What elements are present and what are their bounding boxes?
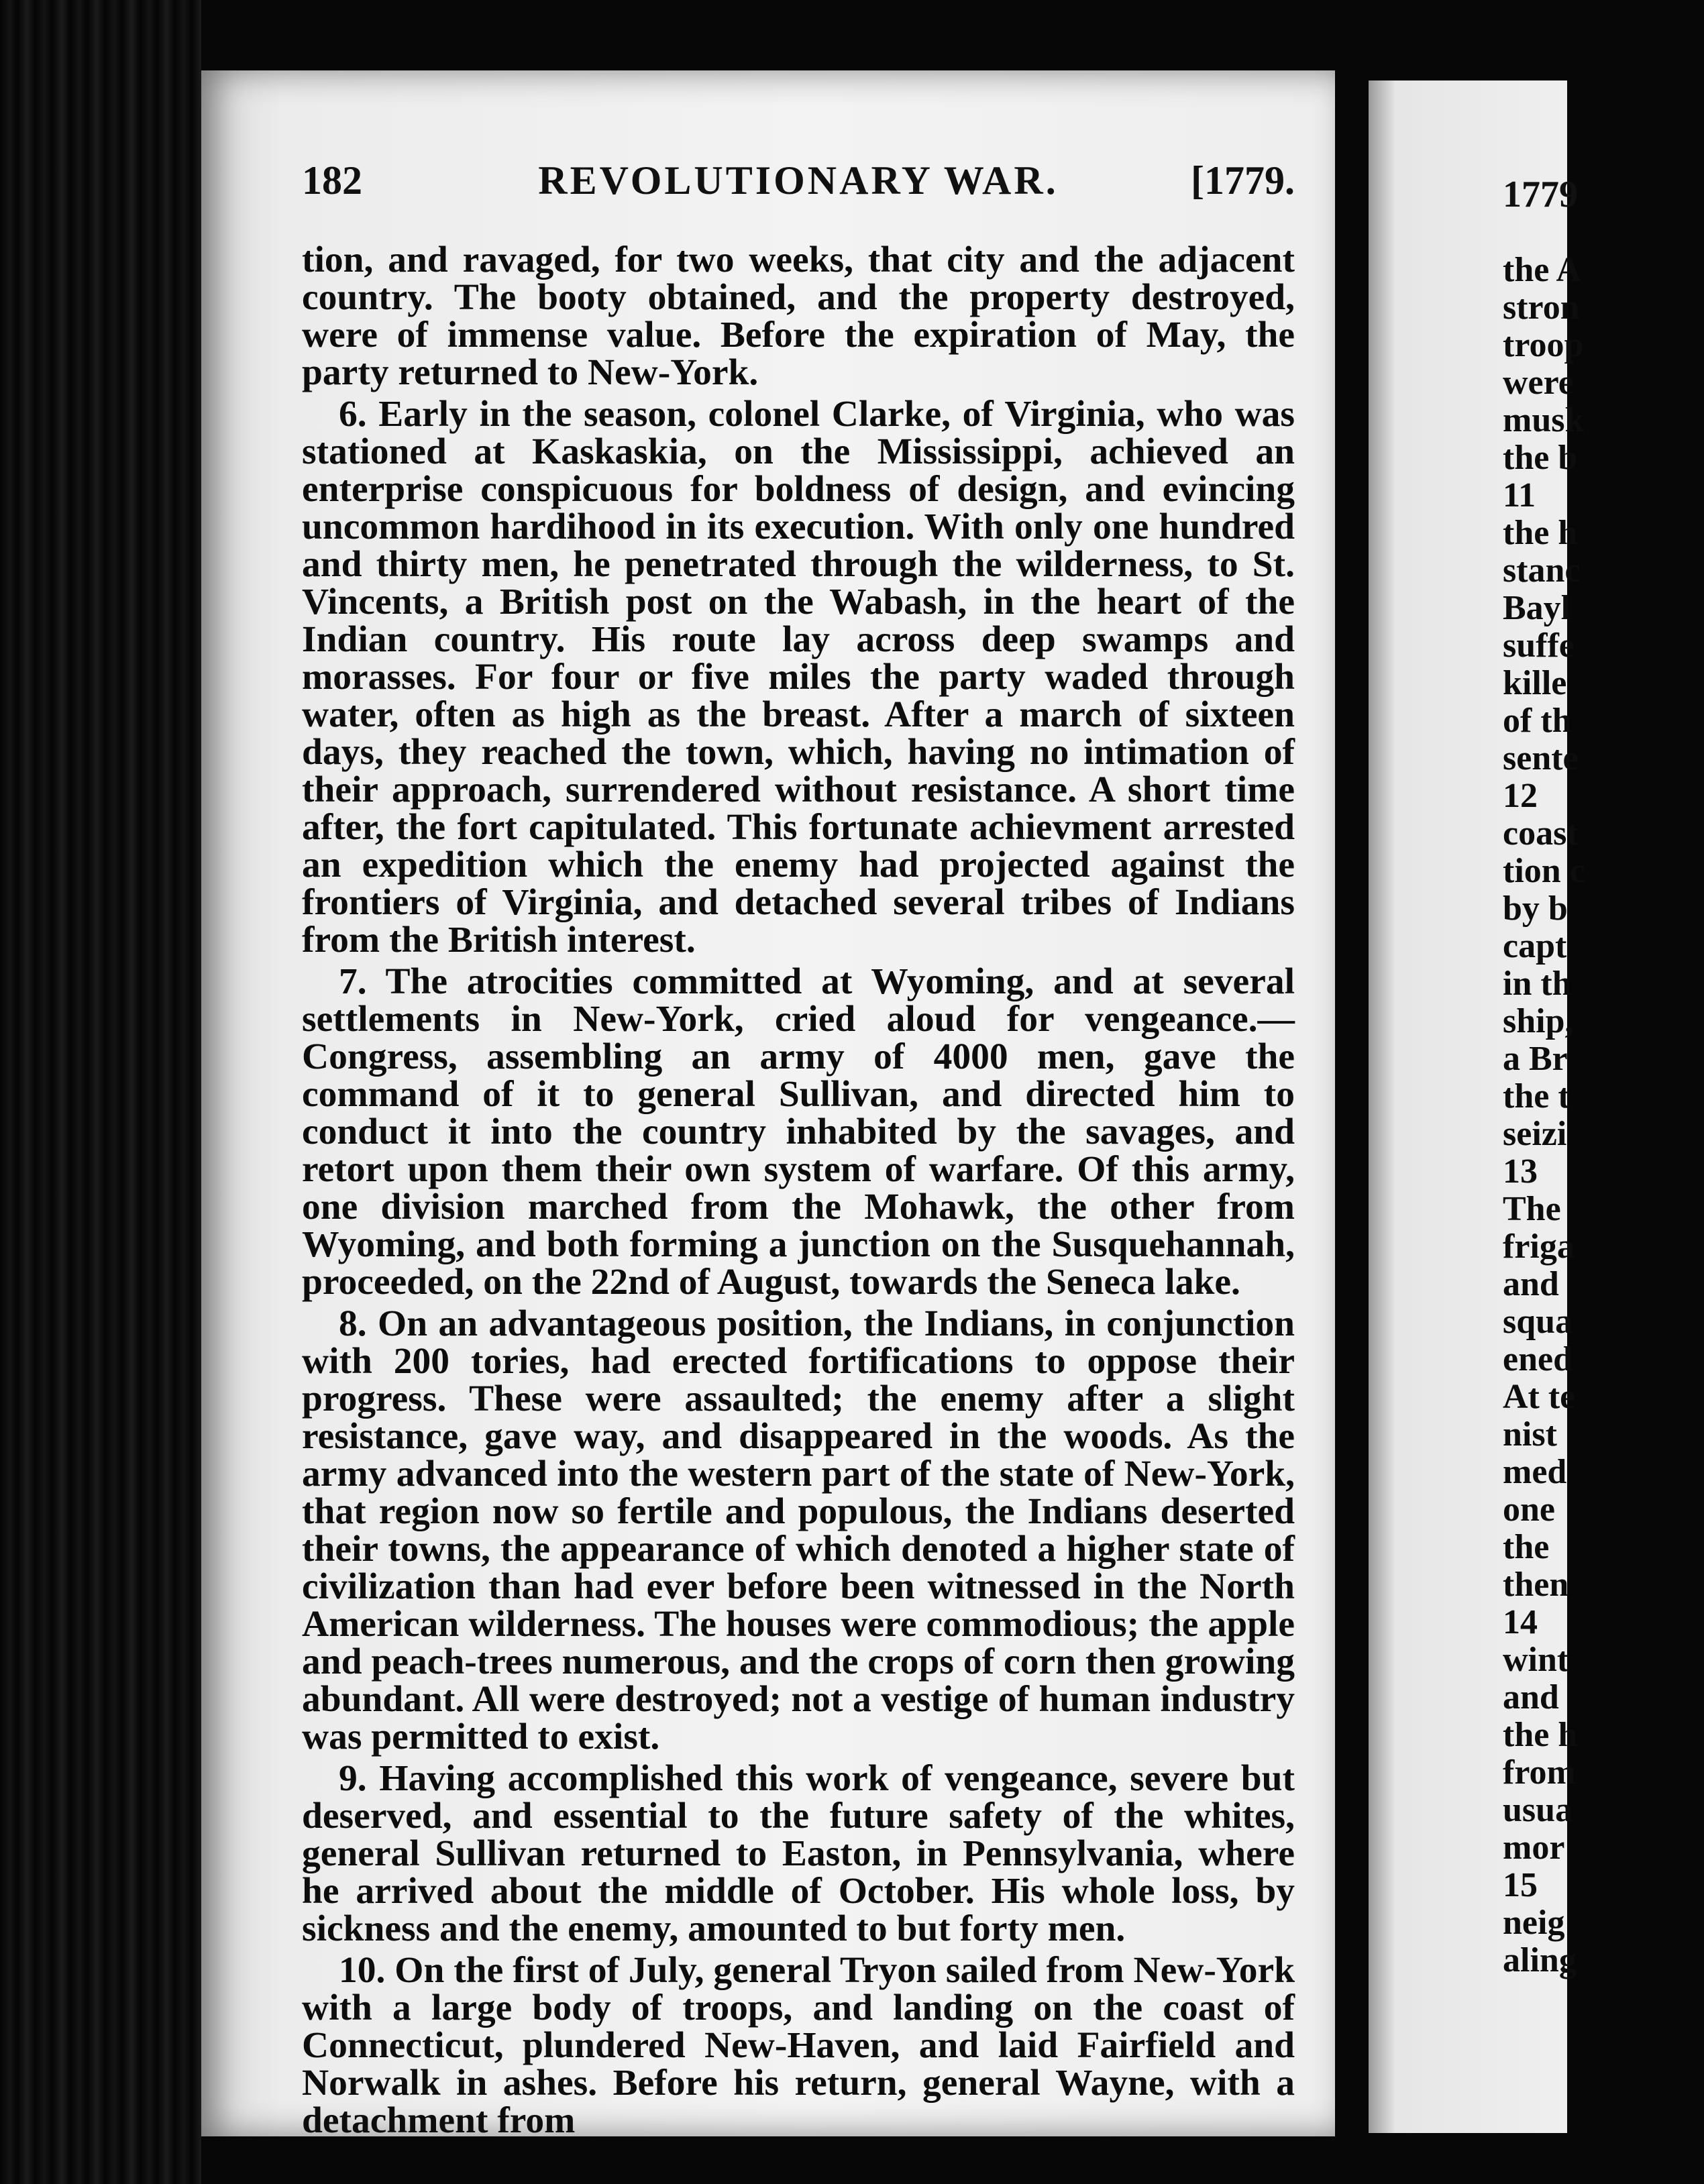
facing-page-line: sente: [1503, 739, 1579, 777]
facing-page-line: 15: [1503, 1866, 1538, 1904]
paragraph-9: 9. Having accomplished this work of vengeance, severe but deserved, and essential to the future safety of the whites, general Sullivan returned to Easton, in Pennsylvania, where he arrived about the middle of October. His whole loss, by sickness and the enemy, amounted to but forty men.: [302, 1758, 1295, 1949]
facing-page-line: were: [1503, 364, 1574, 402]
facing-page-line: suffe: [1503, 626, 1575, 665]
facing-page-line: usua: [1503, 1791, 1573, 1829]
header-year: [1779.: [1191, 158, 1295, 203]
facing-page-line: stanc: [1503, 551, 1581, 590]
facing-page-line: of th: [1503, 702, 1572, 740]
facing-page-line: 13: [1503, 1152, 1538, 1191]
page-body: [302, 241, 1295, 2140]
facing-page-line: stron: [1503, 288, 1580, 327]
paragraph-10: 10. On the first of July, general Tryon sailed from New-York with a large body of troops, and landing on the coast of Connecticut, plundered New-Haven, and laid Fairfield and Norwalk in ashes. Before his return, general Wayne, with a detachment from: [302, 1950, 1295, 2141]
facing-page-line: aling: [1503, 1941, 1577, 1979]
facing-page-line: Bayl: [1503, 589, 1571, 627]
facing-page-line: the b: [1503, 439, 1578, 477]
facing-page-line: wint: [1503, 1641, 1569, 1679]
facing-page-line: coast: [1503, 814, 1579, 853]
facing-page-line: ship,: [1503, 1002, 1574, 1040]
facing-page-line: from: [1503, 1753, 1576, 1792]
facing-page-line: friga: [1503, 1227, 1575, 1266]
facing-page-line: kille: [1503, 664, 1567, 702]
facing-page-line: a Br: [1503, 1040, 1568, 1078]
facing-page-line: musk: [1503, 401, 1585, 439]
facing-page-line: neig: [1503, 1904, 1565, 1942]
facing-page-line: nist: [1503, 1415, 1557, 1454]
facing-page-line: med: [1503, 1453, 1567, 1491]
paragraph-8: 8. On an advantageous position, the Indians, in conjunction with 200 tories, had erected fortifications to oppose their progress. These were assaulted; the enemy after a slight resistance, gave way, and disappeared in the woods. As the army advanced into the western part of the state of New-York, that region now so fertile and populous, the Indians deserted their towns, the appearance of which denoted a higher state of civilization than had ever before been witnessed in the North American wilderness. The houses were commodious; the apple and peach-trees numerous, and the crops of corn then growing abundant. All were destroyed; not a vestige of human industry was permitted to exist.: [302, 1303, 1295, 1757]
facing-page-line: 11: [1503, 476, 1536, 514]
facing-page-line: the h: [1503, 1716, 1578, 1754]
facing-page-line: the A: [1503, 251, 1581, 289]
facing-page-line: 12: [1503, 777, 1538, 815]
facing-page-lines: [1503, 252, 1704, 1979]
book-binding: [0, 0, 201, 2184]
facing-page-edge: [1369, 80, 1585, 2133]
facing-page-line: and: [1503, 1265, 1559, 1303]
facing-page-line: At te: [1503, 1378, 1576, 1416]
paragraph-7: 7. The atrocities committed at Wyoming, and at several settlements in New-York, cried aloud for vengeance.—Congress, assembling an army of 4000 men, gave the command of it to general Sullivan, and directed him to conduct it into the country inhabited by the savages, and retort upon them their own system of warfare. Of this army, one division marched from the Mohawk, the other from Wyoming, and both forming a junction on the Susquehannah, proceeded, on the 22nd of August, towards the Seneca lake.: [302, 961, 1295, 1303]
facing-page-line: The: [1503, 1190, 1561, 1228]
facing-page-line: capt: [1503, 927, 1567, 965]
facing-page-line: tion c: [1503, 852, 1585, 890]
page-number: 182: [302, 158, 362, 203]
facing-page-line: the: [1503, 1528, 1550, 1566]
running-header: [302, 158, 1295, 218]
running-title: REVOLUTIONARY WAR.: [538, 158, 1059, 203]
facing-page-line: then: [1503, 1566, 1569, 1604]
facing-page-line: mor: [1503, 1828, 1565, 1867]
facing-page-line: one: [1503, 1490, 1555, 1529]
facing-page-line: by b: [1503, 889, 1568, 928]
facing-page-line: and: [1503, 1678, 1559, 1716]
book-page: [201, 70, 1335, 2141]
facing-page-line: in th: [1503, 965, 1572, 1003]
facing-page-line: squa: [1503, 1303, 1573, 1341]
paragraph-continued: tion, and ravaged, for two weeks, that city and the adjacent country. The booty obtained, and the property destroyed, were of immense value. Before the expiration of May, the party returned to New-York.: [302, 239, 1295, 393]
facing-page-line: 14: [1503, 1603, 1538, 1641]
facing-page-line: the h: [1503, 514, 1578, 552]
facing-page-line: the t: [1503, 1077, 1570, 1115]
facing-page-line: seizi: [1503, 1115, 1567, 1153]
facing-page-header: 1779: [1503, 174, 1578, 215]
facing-page-line: troop: [1503, 326, 1584, 364]
facing-page-line: ened: [1503, 1340, 1573, 1378]
paragraph-6: 6. Early in the season, colonel Clarke, of Virginia, who was stationed at Kaskaskia, on the Mississippi, achieved an enterprise conspicuous for boldness of design, and evincing uncommon hardihood in its execution. With only one hundred and thirty men, he penetrated through the wilderness, to St. Vincents, a British post on the Wabash, in the heart of the Indian country. His route lay across deep swamps and morasses. For four or five miles the party waded through water, often as high as the breast. After a march of sixteen days, they reached the town, which, having no intimation of their approach, surrendered without resistance. A short time after, the fort capitulated. This fortunate achievment arrested an expedition which the enemy had projected against the frontiers of Virginia, and detached several tribes of Indians from the British interest.: [302, 394, 1295, 961]
